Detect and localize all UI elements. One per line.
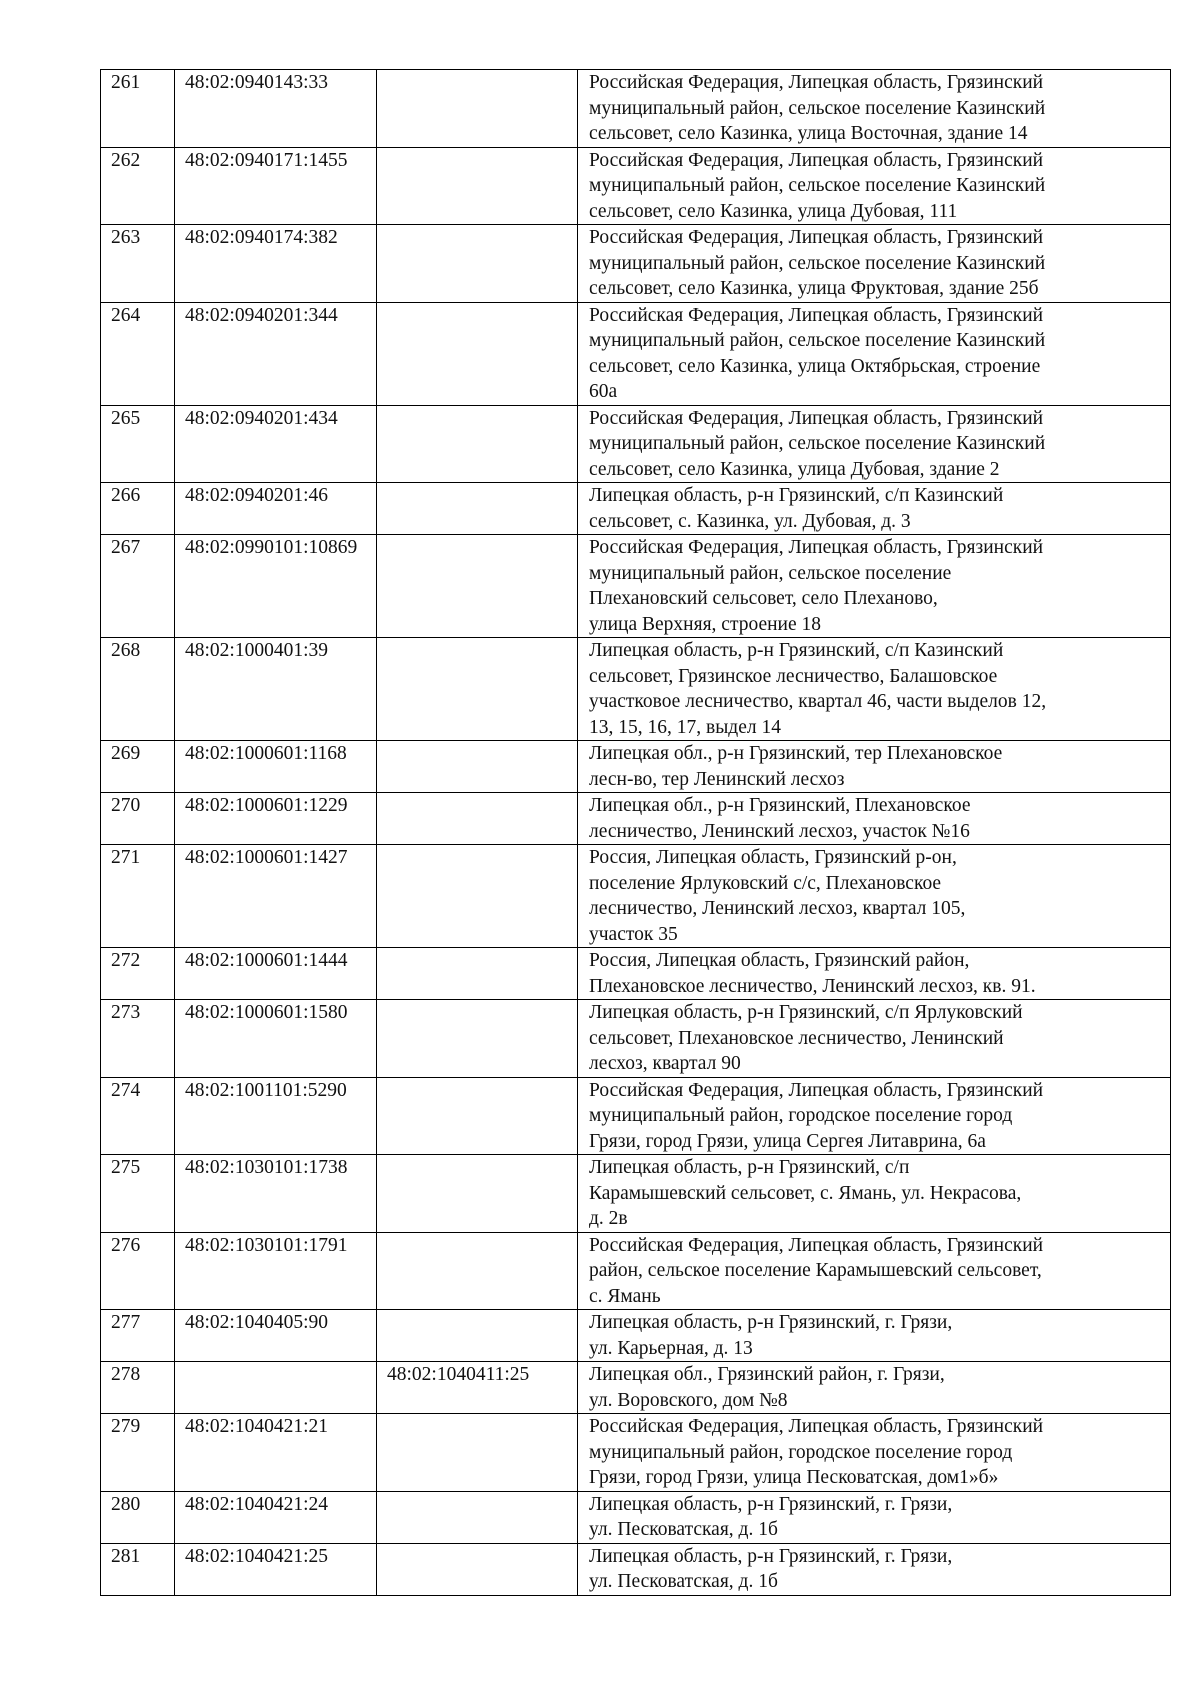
row-number-cell: 280	[101, 1491, 175, 1543]
address-line: 13, 15, 16, 17, выдел 14	[589, 716, 781, 738]
address-cell	[578, 793, 1171, 845]
cadastral-number-alt-cell	[377, 1491, 578, 1543]
row-number-cell: 270	[101, 793, 175, 845]
cadastral-number-cell: 48:02:0940201:434	[175, 405, 377, 483]
cadastral-number-cell: 48:02:0940201:46	[175, 483, 377, 535]
address-cell	[578, 1362, 1171, 1414]
cadastral-number-alt-cell	[377, 793, 578, 845]
cadastral-number-alt-cell	[377, 483, 578, 535]
cadastral-number-alt-cell	[377, 1414, 578, 1492]
address-line: муниципальный район, сельское поселение Казинский	[589, 175, 1046, 196]
address-line: муниципальный район, городское поселение город	[589, 1105, 1013, 1126]
address-line: лесничество, Ленинский лесхоз, участок №16	[589, 820, 970, 842]
cadastral-number-alt-cell	[377, 741, 578, 793]
address-line: с. Ямань	[589, 1285, 661, 1307]
row-number-cell: 272	[101, 948, 175, 1000]
address-line: Российская Федерация, Липецкая область, Грязинский	[589, 1234, 1044, 1256]
address-cell	[578, 302, 1171, 405]
address-line: Плехановский сельсовет, село Плеханово,	[589, 588, 938, 609]
address-line: сельсовет, село Казинка, улица Дубовая, 111	[589, 200, 958, 222]
address-line: Липецкая обл., Грязинский район, г. Грязи,	[589, 1364, 945, 1385]
cadastral-number-cell: 48:02:1040421:24	[175, 1491, 377, 1543]
row-number-cell: 265	[101, 405, 175, 483]
address-cell	[578, 1310, 1171, 1362]
address-cell	[578, 948, 1171, 1000]
address-line: муниципальный район, городское поселение город	[589, 1441, 1013, 1463]
table-row	[101, 225, 1171, 303]
row-number-cell: 279	[101, 1414, 175, 1492]
table-row	[101, 302, 1171, 405]
address-line: сельсовет, село Казинка, улица Дубовая, здание 2	[589, 458, 1000, 480]
address-line: лесхоз, квартал 90	[589, 1053, 741, 1074]
table-row	[101, 1414, 1171, 1492]
address-cell	[578, 535, 1171, 638]
cadastral-number-alt-cell	[377, 70, 578, 148]
address-cell	[578, 405, 1171, 483]
row-number-cell: 262	[101, 147, 175, 225]
table-row	[101, 638, 1171, 741]
row-number-cell: 278	[101, 1362, 175, 1414]
address-line: Карамышевский сельсовет, с. Ямань, ул. Некрасова,	[589, 1182, 1022, 1204]
address-cell	[578, 1000, 1171, 1078]
address-line: сельсовет, Грязинское лесничество, Балашовское	[589, 665, 998, 687]
address-line: Липецкая область, р-н Грязинский, г. Грязи,	[589, 1545, 953, 1567]
address-line: лесн-во, тер Ленинский лесхоз	[589, 768, 845, 790]
address-line: Липецкая обл., р-н Грязинский, тер Плехановское	[589, 743, 1003, 764]
table-row	[101, 1155, 1171, 1233]
address-line: Липецкая область, р-н Грязинский, с/п Казинский	[589, 640, 1004, 661]
cadastral-number-cell: 48:02:1040405:90	[175, 1310, 377, 1362]
row-number-cell: 267	[101, 535, 175, 638]
table-row	[101, 535, 1171, 638]
row-number-cell: 261	[101, 70, 175, 148]
address-cell	[578, 70, 1171, 148]
cadastral-number-cell: 48:02:0940201:344	[175, 302, 377, 405]
cadastral-table	[100, 69, 1171, 1596]
table-row	[101, 405, 1171, 483]
address-cell	[578, 1232, 1171, 1310]
address-cell	[578, 1543, 1171, 1595]
address-line: ул. Воровского, дом №8	[589, 1389, 788, 1411]
table-row	[101, 1000, 1171, 1078]
table-row	[101, 845, 1171, 948]
cadastral-number-alt-cell	[377, 225, 578, 303]
table-row	[101, 147, 1171, 225]
cadastral-number-alt-cell	[377, 1310, 578, 1362]
address-line: 60а	[589, 381, 618, 402]
address-line: муниципальный район, сельское поселение Казинский	[589, 97, 1046, 119]
table-row	[101, 1543, 1171, 1595]
address-line: муниципальный район, сельское поселение	[589, 562, 952, 584]
cadastral-number-cell: 48:02:1000601:1168	[175, 741, 377, 793]
address-line: улица Верхняя, строение 18	[589, 613, 822, 635]
address-line: участковое лесничество, квартал 46, части выделов 12,	[589, 691, 1047, 712]
address-line: Грязи, город Грязи, улица Песковатская, дом1»б»	[589, 1467, 999, 1488]
table-body	[101, 70, 1171, 1596]
cadastral-number-alt-cell	[377, 1155, 578, 1233]
address-line: Российская Федерация, Липецкая область, Грязинский	[589, 537, 1044, 558]
address-line: Липецкая область, р-н Грязинский, с/п Ярлуковский	[589, 1002, 1023, 1023]
address-line: ул. Песковатская, д. 1б	[589, 1571, 778, 1592]
cadastral-number-cell: 48:02:0940171:1455	[175, 147, 377, 225]
row-number-cell: 263	[101, 225, 175, 303]
cadastral-number-cell: 48:02:1000601:1229	[175, 793, 377, 845]
cadastral-number-alt-cell	[377, 535, 578, 638]
address-line: Липецкая область, р-н Грязинский, с/п Казинский	[589, 485, 1004, 506]
address-line: Грязи, город Грязи, улица Сергея Литаврина, 6а	[589, 1130, 986, 1152]
cadastral-number-cell: 48:02:1030101:1791	[175, 1232, 377, 1310]
cadastral-number-cell: 48:02:1000601:1580	[175, 1000, 377, 1078]
address-cell	[578, 483, 1171, 535]
cadastral-number-alt-cell	[377, 1000, 578, 1078]
address-line: Российская Федерация, Липецкая область, Грязинский	[589, 304, 1044, 326]
cadastral-number-cell: 48:02:1000601:1427	[175, 845, 377, 948]
row-number-cell: 275	[101, 1155, 175, 1233]
address-cell	[578, 638, 1171, 741]
cadastral-number-cell: 48:02:1030101:1738	[175, 1155, 377, 1233]
address-line: Российская Федерация, Липецкая область, Грязинский	[589, 227, 1044, 248]
table-row	[101, 793, 1171, 845]
address-line: Российская Федерация, Липецкая область, Грязинский	[589, 1079, 1044, 1101]
address-line: сельсовет, село Казинка, улица Октябрьская, строение	[589, 355, 1041, 377]
row-number-cell: 271	[101, 845, 175, 948]
address-line: сельсовет, с. Казинка, ул. Дубовая, д. 3	[589, 510, 911, 532]
cadastral-number-alt-cell	[377, 845, 578, 948]
cadastral-number-alt-cell	[377, 147, 578, 225]
address-line: муниципальный район, сельское поселение Казинский	[589, 252, 1046, 274]
address-line: сельсовет, село Казинка, улица Фруктовая, здание 25б	[589, 278, 1039, 299]
address-line: Липецкая область, р-н Грязинский, с/п	[589, 1157, 910, 1178]
table-row	[101, 1362, 1171, 1414]
address-cell	[578, 1414, 1171, 1492]
address-line: муниципальный район, сельское поселение Казинский	[589, 330, 1046, 351]
address-line: д. 2в	[589, 1208, 628, 1229]
address-line: ул. Карьерная, д. 13	[589, 1337, 753, 1359]
address-line: сельсовет, Плехановское лесничество, Ленинский	[589, 1027, 1004, 1049]
cadastral-number-alt-cell: 48:02:1040411:25	[377, 1362, 578, 1414]
table-row	[101, 1491, 1171, 1543]
address-line: Липецкая обл., р-н Грязинский, Плехановское	[589, 795, 971, 816]
address-line: район, сельское поселение Карамышевский сельсовет,	[589, 1260, 1042, 1281]
address-cell	[578, 845, 1171, 948]
cadastral-number-cell: 48:02:0940143:33	[175, 70, 377, 148]
row-number-cell: 281	[101, 1543, 175, 1595]
address-cell	[578, 741, 1171, 793]
table-row	[101, 1077, 1171, 1155]
address-cell	[578, 1491, 1171, 1543]
table-row	[101, 948, 1171, 1000]
row-number-cell: 277	[101, 1310, 175, 1362]
cadastral-number-alt-cell	[377, 1543, 578, 1595]
address-line: Липецкая область, р-н Грязинский, г. Грязи,	[589, 1312, 953, 1333]
address-line: поселение Ярлуковский с/с, Плехановское	[589, 872, 942, 894]
cadastral-number-cell: 48:02:1040421:25	[175, 1543, 377, 1595]
cadastral-number-cell: 48:02:0940174:382	[175, 225, 377, 303]
address-line: Российская Федерация, Липецкая область, Грязинский	[589, 149, 1044, 171]
address-line: участок 35	[589, 923, 678, 945]
address-line: Российская Федерация, Липецкая область, Грязинский	[589, 407, 1044, 429]
address-cell	[578, 147, 1171, 225]
cadastral-number-cell: 48:02:1000601:1444	[175, 948, 377, 1000]
row-number-cell: 268	[101, 638, 175, 741]
cadastral-number-alt-cell	[377, 638, 578, 741]
table-row	[101, 741, 1171, 793]
cadastral-number-cell	[175, 1362, 377, 1414]
address-line: Российская Федерация, Липецкая область, Грязинский	[589, 1416, 1044, 1437]
table-row	[101, 70, 1171, 148]
table-row	[101, 483, 1171, 535]
row-number-cell: 269	[101, 741, 175, 793]
row-number-cell: 264	[101, 302, 175, 405]
address-line: ул. Песковатская, д. 1б	[589, 1519, 778, 1540]
cadastral-number-cell: 48:02:1040421:21	[175, 1414, 377, 1492]
cadastral-number-alt-cell	[377, 302, 578, 405]
address-line: лесничество, Ленинский лесхоз, квартал 105,	[589, 898, 966, 919]
row-number-cell: 274	[101, 1077, 175, 1155]
cadastral-number-alt-cell	[377, 1232, 578, 1310]
address-cell	[578, 1077, 1171, 1155]
address-line: Плехановское лесничество, Ленинский лесхоз, кв. 91.	[589, 975, 1036, 997]
row-number-cell: 273	[101, 1000, 175, 1078]
cadastral-number-alt-cell	[377, 1077, 578, 1155]
row-number-cell: 266	[101, 483, 175, 535]
cadastral-number-alt-cell	[377, 405, 578, 483]
cadastral-number-cell: 48:02:1000401:39	[175, 638, 377, 741]
address-cell	[578, 225, 1171, 303]
address-line: Липецкая область, р-н Грязинский, г. Грязи,	[589, 1493, 953, 1515]
address-line: Россия, Липецкая область, Грязинский р-он,	[589, 847, 957, 868]
address-line: муниципальный район, сельское поселение Казинский	[589, 433, 1046, 454]
address-line: Россия, Липецкая область, Грязинский район,	[589, 950, 970, 971]
address-line: сельсовет, село Казинка, улица Восточная, здание 14	[589, 123, 1028, 144]
table-row	[101, 1232, 1171, 1310]
table-row	[101, 1310, 1171, 1362]
cadastral-number-alt-cell	[377, 948, 578, 1000]
row-number-cell: 276	[101, 1232, 175, 1310]
cadastral-number-cell: 48:02:1001101:5290	[175, 1077, 377, 1155]
address-line: Российская Федерация, Липецкая область, Грязинский	[589, 72, 1044, 93]
address-cell	[578, 1155, 1171, 1233]
cadastral-number-cell: 48:02:0990101:10869	[175, 535, 377, 638]
